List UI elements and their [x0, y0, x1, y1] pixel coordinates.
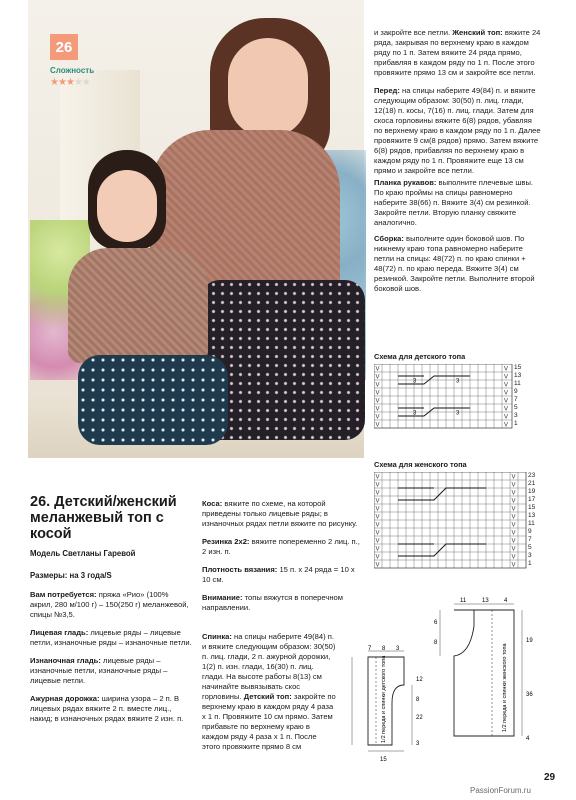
svg-text:V: V [375, 554, 380, 561]
paragraph-note: Внимание: топы вяжутся в поперечном направлении. [202, 593, 343, 612]
row-number: 19 [528, 488, 536, 495]
article-title: 26. Детский/женский меланжевый топ с косой [30, 494, 177, 542]
woman-scheme-label: Схема для женского топа [374, 460, 467, 469]
svg-text:V: V [511, 522, 516, 529]
row-number: 15 [528, 504, 536, 511]
row-number: 17 [528, 496, 536, 503]
row-number: 11 [528, 520, 535, 527]
star-icon: ★ [65, 77, 74, 88]
svg-text:V: V [511, 474, 516, 481]
page-number: 29 [544, 772, 556, 783]
star-icon: ★ [81, 77, 90, 88]
svg-text:V: V [375, 474, 380, 481]
svg-text:V: V [375, 546, 380, 553]
child-dim-6: 3 [416, 741, 420, 747]
svg-text:V: V [375, 514, 380, 521]
svg-text:V: V [504, 422, 509, 429]
child-scheme-label: Схема для детского топа [374, 352, 466, 361]
svg-text:3: 3 [456, 378, 460, 385]
star-icon: ★ [50, 77, 58, 88]
star-icon: ★ [57, 77, 66, 88]
row-number: 23 [528, 472, 536, 479]
svg-text:V: V [375, 406, 380, 413]
girl-face [97, 170, 157, 242]
row-number: 9 [528, 528, 532, 535]
svg-text:V: V [375, 498, 380, 505]
row-number: 3 [528, 552, 532, 559]
paragraph-materials: Вам потребуется: пряжа «Рио» (100% акрил, 280 м/100 г) – 150(250 г) меланжевой, спицы №3,5. [30, 590, 189, 619]
svg-text:3: 3 [413, 410, 417, 417]
child-scheme-row-numbers [514, 364, 521, 428]
svg-text:V: V [504, 398, 509, 405]
paragraph-cable: Коса: вяжите по схеме, на которой приведены только лицевые ряды; в изнаночных рядах петли вяжите по рисунку. [202, 499, 358, 528]
star-icon: ★ [73, 77, 82, 88]
row-number: 5 [514, 404, 518, 411]
row-number: 5 [528, 544, 532, 551]
row-number: 7 [514, 396, 518, 403]
paragraph-reverse-stockinette: Изнаночная гладь: лицевые ряды – изнаночные петли, изнаночные ряды – лицевые петли. [30, 656, 168, 685]
svg-text:V: V [504, 374, 509, 381]
svg-text:V: V [504, 390, 509, 397]
svg-text:V: V [511, 538, 516, 545]
row-number: 1 [528, 560, 532, 567]
row-number: 7 [528, 536, 532, 543]
svg-text:V: V [375, 506, 380, 513]
woman-pattern-schematic [430, 596, 550, 770]
child-pattern-label: 1/2 переда и спинки детского топа [381, 655, 387, 743]
woman-dim-7: 4 [526, 736, 530, 742]
paragraph-woman-top: и закройте все петли. Женский топ: вяжите 24 ряда, закрывая по верхнему краю в каждом ряду по 1 п. Затем вяжите 24 ряда прямо, прибавляя в каждом ряду по 1 п. После этого провяжите прямо 13 см и закройте все петли. [374, 28, 541, 77]
row-number: 15 [514, 364, 522, 371]
paragraph-front: Перед: на спицы наберите 49(84) п. и вяжите следующим образом: 30(50) п. лиц. глади, 12(18) п. косы, 7(16) п. лиц. глади. Затем для скоса горловины вяжите 6(8) рядов, убавляя по верхнему краю в каждом ряду по 1 п. Далее провяжите 9 см(8 рядов) прямо. Затем вяжите 6(8) рядов, прибавляя по верхнему краю в каждом ряду по 1 п. Провяжите еще 13 см прямо и закройте все петли. [374, 86, 541, 175]
child-dim-4: 8 [416, 697, 420, 703]
child-dim-0: 7 [368, 646, 372, 652]
instructions-back [202, 632, 336, 754]
woman-dim-3: 6 [434, 620, 438, 626]
child-scheme-grid [374, 364, 534, 432]
paragraph-stockinette: Лицевая гладь: лицевые ряды – лицевые петли, изнаночные ряды – изнаночные петли. [30, 628, 192, 647]
paragraph-lace-band: Ажурная дорожка: ширина узора – 2 п. В лицевых рядах вяжите 2 п. вместе лиц., накид; в изнаночных рядах вяжите 2 изн. п. [30, 694, 184, 723]
svg-text:V: V [511, 514, 516, 521]
row-number: 9 [514, 388, 518, 395]
paragraph-gauge: Плотность вязания: 15 п. х 24 ряда = 10 х 10 см. [202, 565, 355, 584]
woman-dim-1: 13 [482, 598, 489, 604]
paragraph-rib: Резинка 2х2: вяжите попеременно 2 лиц. п., 2 изн. п. [202, 537, 360, 556]
svg-text:V: V [375, 414, 380, 421]
svg-text:V: V [511, 554, 516, 561]
svg-text:V: V [375, 530, 380, 537]
girl-pants [78, 355, 228, 445]
difficulty-stars [50, 77, 90, 88]
svg-text:V: V [375, 562, 380, 569]
row-number: 13 [514, 372, 522, 379]
project-number-badge: 26 [50, 34, 78, 60]
child-dim-7: 15 [380, 757, 387, 763]
paragraph-back: Спинка: на спицы наберите 49(84) п. и вяжите следующим образом: 30(50) п. лиц. глади, 2 п. ажурной дорожки, 1(2) п. изн. глади, 16(30) п. лиц. глади. На высоте работы 8(13) см начинайте вывязывать скос горловины. Детский топ: закройте по верхнему краю в каждом ряду 4 раза х 1 п. Провяжите 10 см прямо. Затем прибавьте по верхнему краю в каждом ряду 4 раза х 1 п. После этого провяжите прямо 8 см [202, 632, 336, 751]
svg-text:V: V [511, 490, 516, 497]
svg-text:V: V [375, 390, 380, 397]
row-number: 21 [528, 480, 536, 487]
row-number: 3 [514, 412, 518, 419]
instructions-left-column [30, 590, 192, 726]
difficulty-label: Сложность [50, 66, 95, 75]
svg-text:V: V [375, 382, 380, 389]
svg-text:V: V [511, 562, 516, 569]
child-dim-1: 8 [382, 646, 386, 652]
row-number: 1 [514, 420, 518, 427]
svg-text:V: V [511, 506, 516, 513]
paragraph-assembly: Сборка: выполните один боковой шов. По нижнему краю топа равномерно наберите петли на спицы: 48(72) п. по краю спинки + 48(72) п. по краю переда. Вяжите 3(4) см резинкой. Закройте петли. Выполните второй боковой шов. [374, 234, 535, 293]
instructions-right-column [374, 28, 542, 296]
svg-text:V: V [511, 546, 516, 553]
svg-text:V: V [375, 522, 380, 529]
svg-text:V: V [504, 414, 509, 421]
svg-text:V: V [511, 482, 516, 489]
svg-text:3: 3 [413, 378, 417, 385]
woman-scheme-row-numbers [528, 472, 535, 568]
sizes: Размеры: на 3 года/S [30, 571, 112, 580]
svg-text:V: V [375, 490, 380, 497]
row-number: 11 [514, 380, 521, 387]
svg-text:V: V [511, 498, 516, 505]
woman-pattern-label: 1/2 переда и спинки женского топа [502, 643, 508, 732]
child-dim-2: 3 [396, 646, 400, 652]
instructions-middle-column [202, 499, 364, 615]
woman-dim-4: 8 [434, 640, 438, 646]
woman-dim-6: 36 [526, 692, 533, 698]
child-dim-3: 12 [416, 677, 423, 683]
svg-text:V: V [504, 406, 509, 413]
svg-text:V: V [375, 366, 380, 373]
model-credit: Модель Светланы Гаревой [30, 549, 136, 558]
woman-face [228, 38, 308, 138]
watermark: PassionForum.ru [470, 786, 531, 795]
woman-scheme-grid [374, 472, 534, 572]
svg-text:3: 3 [456, 410, 460, 417]
svg-text:V: V [375, 398, 380, 405]
svg-text:V: V [375, 374, 380, 381]
svg-text:V: V [375, 482, 380, 489]
svg-text:V: V [375, 422, 380, 429]
girl-knit-top [68, 248, 208, 363]
svg-text:V: V [504, 366, 509, 373]
woman-dim-2: 4 [504, 598, 508, 604]
woman-dim-0: 11 [460, 598, 467, 604]
woman-dim-5: 19 [526, 638, 533, 644]
child-dim-5: 22 [416, 715, 423, 721]
row-number: 13 [528, 512, 536, 519]
svg-text:V: V [511, 530, 516, 537]
paragraph-sleeve-band: Планка рукавов: выполните плечевые швы. По краю проймы на спицы равномерно наберите 38(66) п. Вяжите 3(4) см резинкой. Закройте петли. Вторую планку свяжите аналогично. [374, 178, 534, 227]
svg-text:V: V [504, 382, 509, 389]
svg-text:V: V [375, 538, 380, 545]
